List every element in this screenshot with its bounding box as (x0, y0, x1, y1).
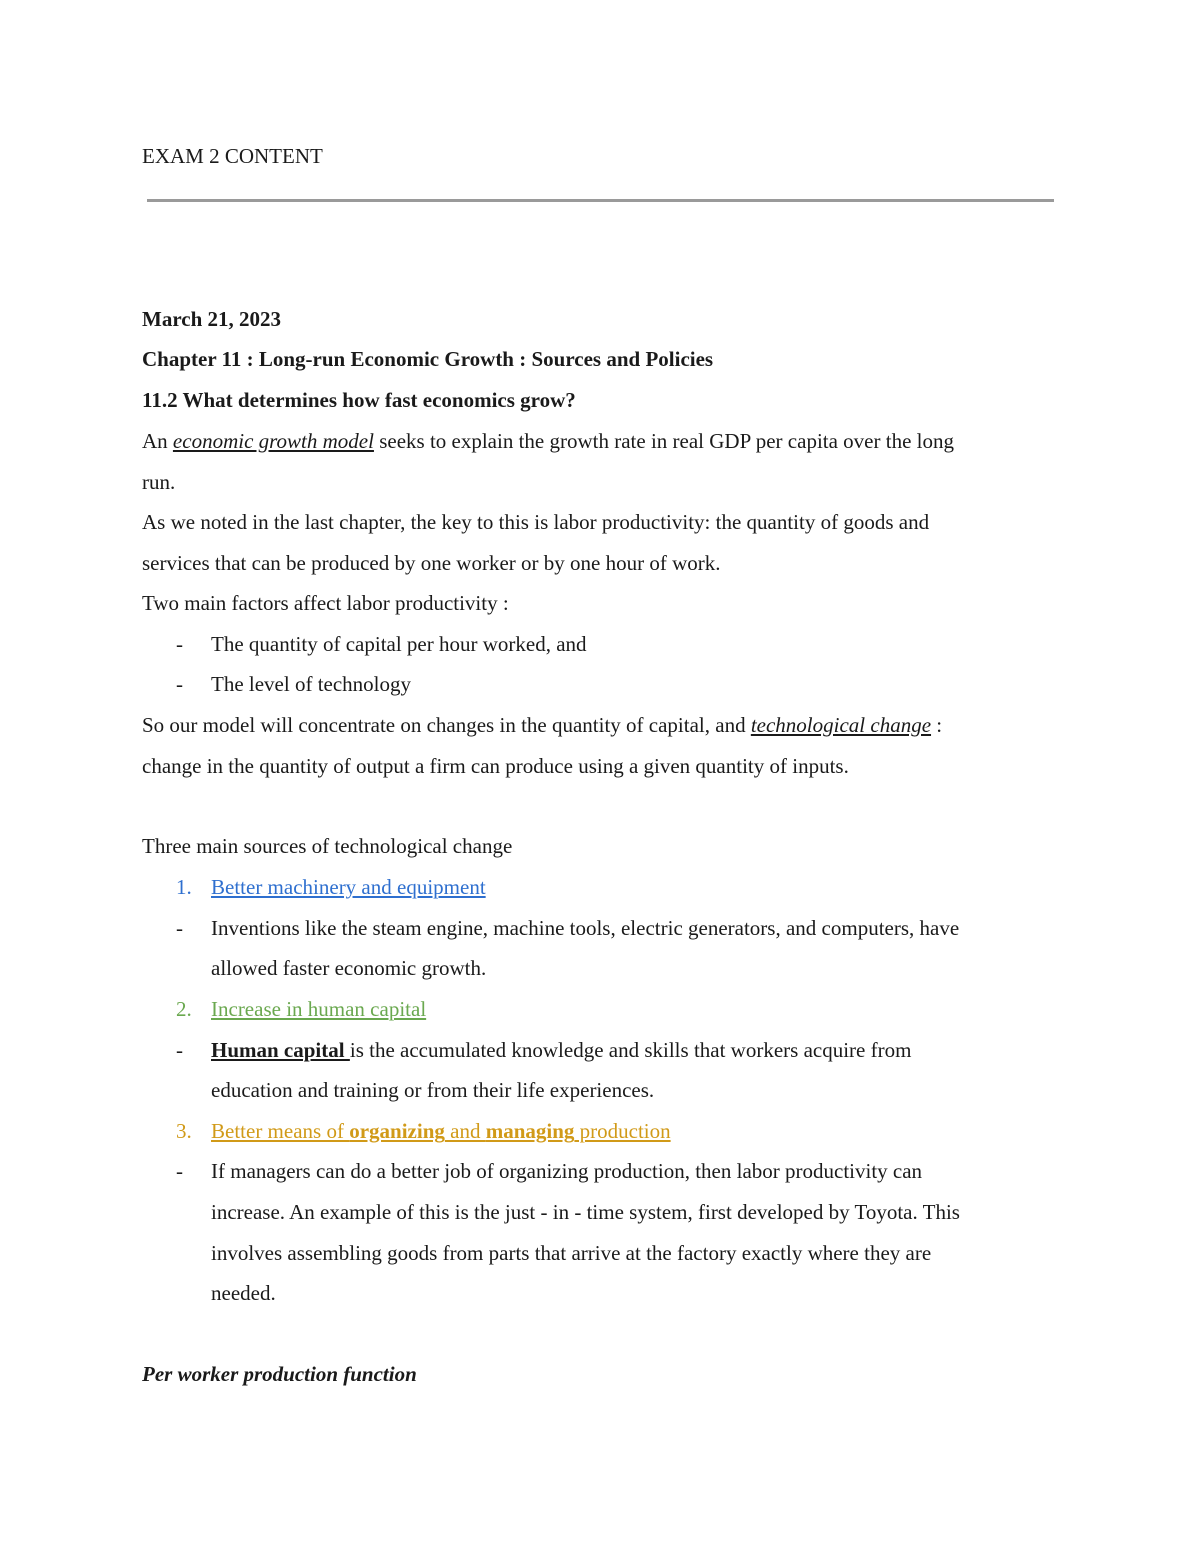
source-better-machinery: Better machinery and equipment (211, 875, 486, 899)
source-description: Human capital is the accumulated knowledge and skills that workers acquire from (211, 1038, 912, 1062)
section-heading: 11.2 What determines how fast economics grow? (142, 388, 576, 412)
factor-item: The level of technology (211, 672, 412, 696)
source-description: Inventions like the steam engine, machine tools, electric generators, and computers, have (211, 916, 960, 940)
bullet-dash: - (176, 632, 183, 656)
term-technological-change: technological change (750, 713, 932, 737)
chapter-heading: Chapter 11 : Long-run Economic Growth : Sources and Policies (142, 347, 714, 371)
sources-heading: Three main sources of technological change (142, 834, 513, 858)
subheading-per-worker-production-function: Per worker production function (142, 1362, 417, 1386)
source-description-cont: education and training or from their life experiences. (211, 1078, 655, 1102)
bullet-dash: - (176, 916, 183, 940)
bullet-dash: - (176, 1159, 183, 1183)
source-description-cont: involves assembling goods from parts that arrive at the factory exactly where they are (211, 1241, 932, 1265)
paragraph-growth-model: An economic growth model seeks to explain the growth rate in real GDP per capita over the long (142, 429, 954, 453)
paragraph-two-factors: Two main factors affect labor productivity : (142, 591, 509, 615)
paragraph-labor-productivity: As we noted in the last chapter, the key to this is labor productivity: the quantity of goods and (142, 510, 930, 534)
date-heading: March 21, 2023 (142, 307, 282, 331)
paragraph-model-focus: So our model will concentrate on changes in the quantity of capital, and technological change : (142, 713, 943, 737)
source-number: 1. (176, 875, 192, 899)
term-economic-growth-model: economic growth model (172, 429, 374, 453)
source-human-capital: Increase in human capital (211, 997, 427, 1021)
paragraph-growth-model-cont: run. (142, 470, 176, 494)
source-description-cont: needed. (211, 1281, 276, 1305)
source-number: 3. (176, 1119, 192, 1143)
bullet-dash: - (176, 1038, 183, 1062)
term-human-capital: Human capital (211, 1038, 350, 1062)
bullet-dash: - (176, 672, 183, 696)
source-description: If managers can do a better job of organizing production, then labor productivity can (211, 1159, 923, 1183)
factor-item: The quantity of capital per hour worked, and (211, 632, 587, 656)
document-title: EXAM 2 CONTENT (142, 144, 323, 168)
source-description-cont: increase. An example of this is the just - in - time system, first developed by Toyota. This (211, 1200, 960, 1224)
source-organizing-managing: Better means of organizing and managing production (211, 1119, 671, 1143)
source-number: 2. (176, 997, 192, 1021)
paragraph-labor-productivity-cont: services that can be produced by one worker or by one hour of work. (142, 551, 721, 575)
horizontal-rule (147, 199, 1054, 202)
paragraph-model-focus-cont: change in the quantity of output a firm can produce using a given quantity of inputs. (142, 754, 849, 778)
source-description-cont: allowed faster economic growth. (211, 956, 487, 980)
